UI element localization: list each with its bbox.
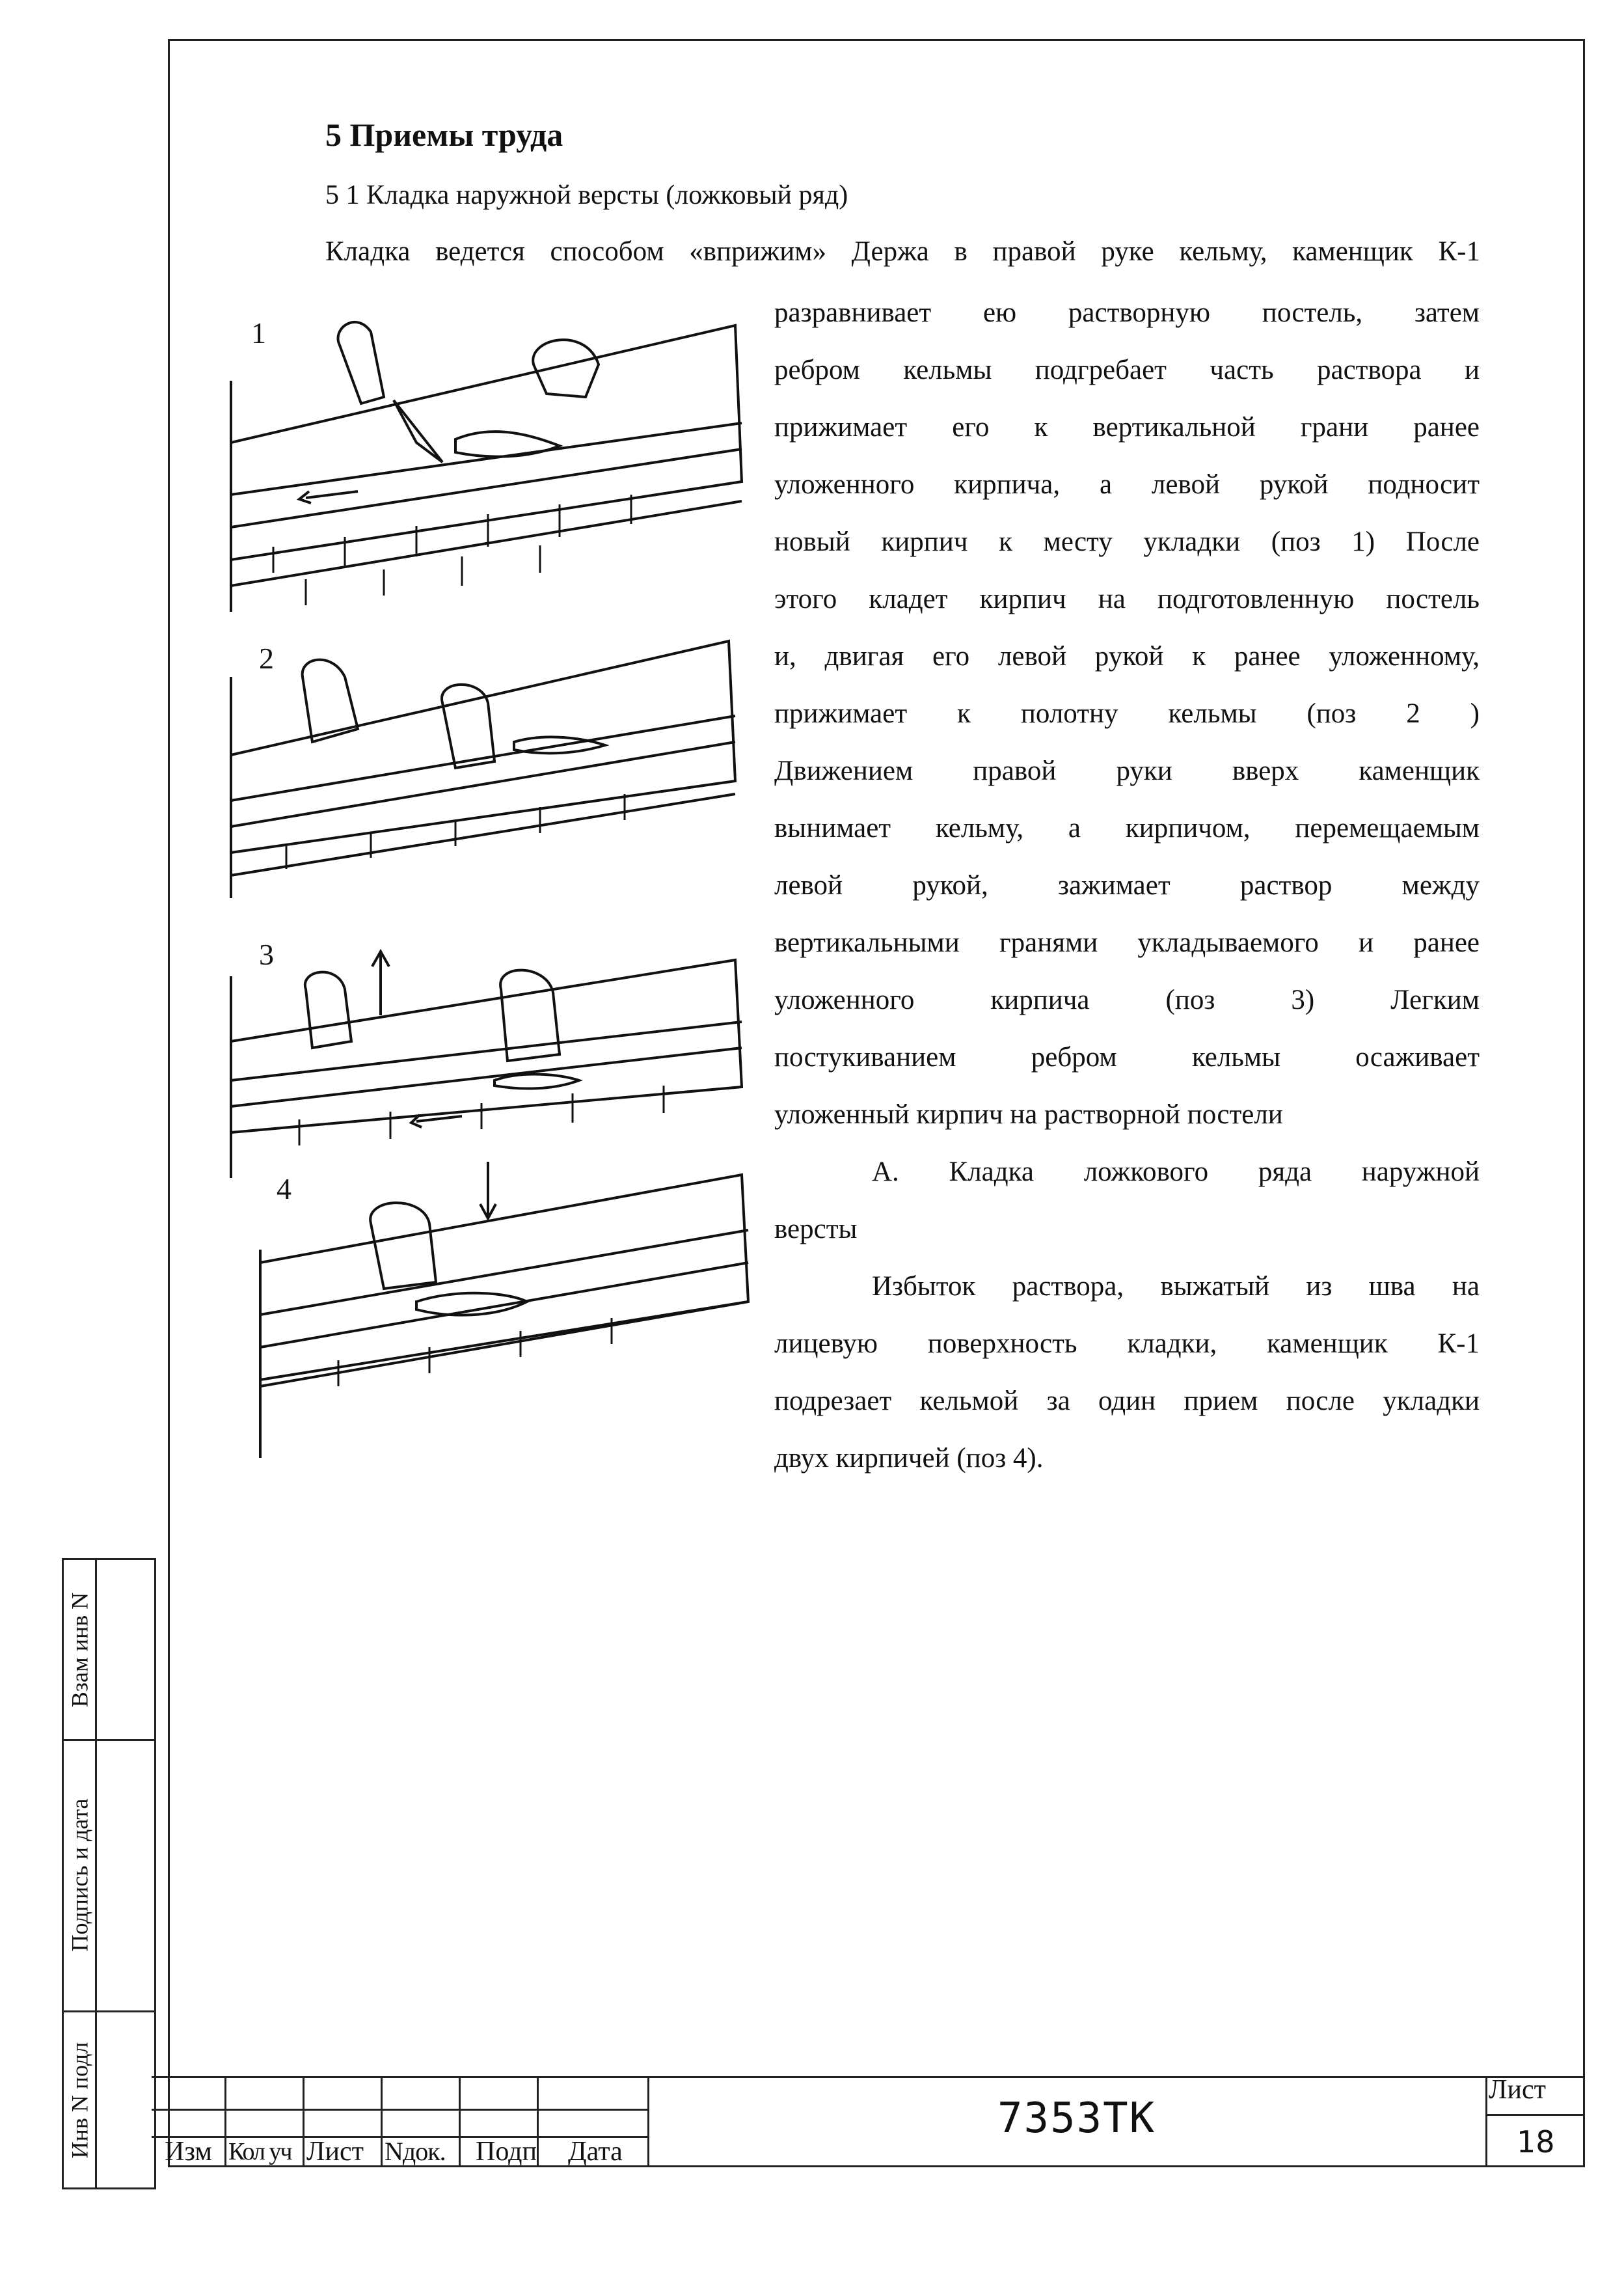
caption-line: версты — [774, 1214, 858, 1244]
excess-line: лицевую поверхность кладки, каменщик К-1 — [774, 1328, 1480, 1359]
lead-line: Кладка ведется способом «вприжим» Держа в правой руке кельму, каменщик К-1 — [325, 236, 1480, 267]
figure-number: 4 — [277, 1172, 291, 1205]
column-label-podp: Подп — [476, 2137, 537, 2167]
bricklaying-illustrations — [221, 286, 761, 1510]
column-label-n-dok: Nдок. — [385, 2137, 446, 2166]
body-line: и, двигая его левой рукой к ранее уложенному, — [774, 641, 1480, 672]
body-line: прижимает его к вертикальной грани ранее — [774, 412, 1480, 443]
strip-label-vzam-inv: Взам инв N — [66, 1592, 92, 1707]
excess-line: подрезает кельмой за один прием после укладки — [774, 1386, 1480, 1416]
panel-2-illustration — [231, 641, 735, 898]
panel-4-illustration — [260, 1162, 748, 1458]
figure-number: 1 — [251, 316, 266, 350]
body-line: левой рукой, зажимает раствор между — [774, 870, 1480, 901]
column-label-izm: Изм — [165, 2137, 212, 2167]
bricklaying-drawing — [221, 286, 761, 1510]
body-line: новый кирпич к месту укладки (поз 1) После — [774, 527, 1480, 557]
figure-number: 2 — [259, 642, 274, 675]
body-line: уложенного кирпича (поз 3) Легким — [774, 985, 1480, 1015]
title-block-line — [381, 2076, 383, 2167]
panel-3-illustration — [231, 952, 742, 1178]
excess-line: двух кирпичей (поз 4). — [774, 1443, 1044, 1473]
title-block-line — [647, 2076, 649, 2167]
body-line: этого кладет кирпич на подготовленную постель — [774, 584, 1480, 614]
body-line: вертикальными гранями укладываемого и ранее — [774, 927, 1480, 958]
title-block-line — [224, 2076, 226, 2167]
strip-label-inv-podl: Инв N подл — [66, 2042, 92, 2158]
column-label-kol-uch: Кол уч — [228, 2138, 291, 2165]
caption-line: А. Кладка ложкового ряда наружной — [872, 1157, 1480, 1187]
left-side-strip — [62, 1558, 156, 2189]
title-block — [152, 2076, 1585, 2167]
sheet-label: Лист — [1489, 2075, 1546, 2105]
body-line: уложенного кирпича, а левой рукой подносит — [774, 469, 1480, 500]
subsection-heading: 5 1 Кладка наружной версты (ложковый ряд) — [325, 180, 848, 210]
body-line: прижимает к полотну кельмы (поз 2 ) — [774, 698, 1480, 729]
figure-number: 3 — [259, 938, 274, 971]
body-line: ребром кельмы подгребает часть раствора и — [774, 355, 1480, 385]
body-line: вынимает кельму, а кирпичом, перемещаемым — [774, 813, 1480, 843]
section-heading: 5 Приемы труда — [325, 117, 563, 153]
strip-divider — [95, 1560, 97, 2187]
title-block-line — [1485, 2114, 1585, 2116]
panel-1-illustration — [231, 322, 742, 612]
title-block-line — [537, 2076, 539, 2167]
sheet-number: 18 — [1517, 2124, 1555, 2159]
title-block-line — [459, 2076, 461, 2167]
strip-label-podpis-data: Подпись и дата — [66, 1798, 93, 1951]
body-line: уложенный кирпич на растворной постели — [774, 1099, 1283, 1130]
column-label-data: Дата — [568, 2137, 623, 2167]
title-block-line — [1485, 2076, 1487, 2167]
document-code: 7353ТК — [997, 2094, 1156, 2143]
body-line: Движением правой руки вверх каменщик — [774, 756, 1480, 786]
body-line: постукиванием ребром кельмы осаживает — [774, 1042, 1480, 1073]
body-text — [774, 284, 1480, 1487]
excess-line: Избыток раствора, выжатый из шва на — [872, 1271, 1480, 1302]
title-block-line — [152, 2076, 1585, 2078]
column-label-list: Лист — [306, 2137, 364, 2167]
title-block-line — [303, 2076, 304, 2167]
body-line: разравнивает ею растворную постель, затем — [774, 297, 1480, 328]
